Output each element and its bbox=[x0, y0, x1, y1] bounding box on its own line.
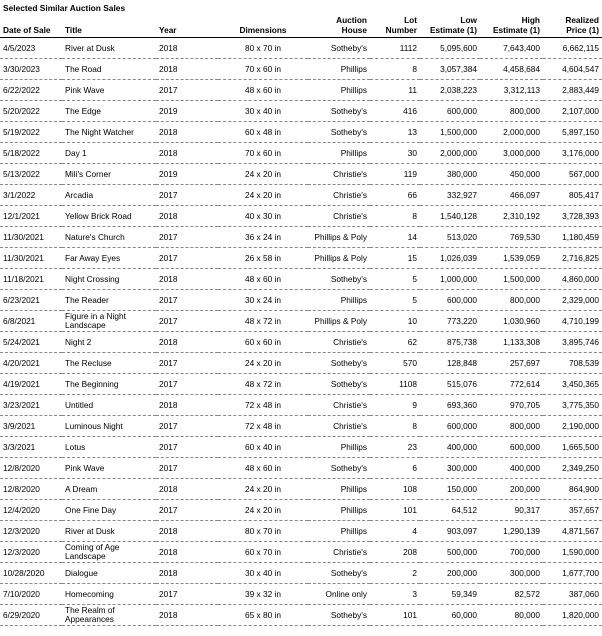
high-estimate-cell: 800,000 bbox=[480, 416, 543, 437]
sale-date-cell: 5/13/2022 bbox=[0, 164, 62, 185]
header-realized-price: Realized Price (1) bbox=[543, 13, 602, 38]
high-estimate-cell: 1,500,000 bbox=[480, 269, 543, 290]
table-header-row bbox=[0, 13, 602, 38]
high-estimate-cell: 600,000 bbox=[480, 437, 543, 458]
dimensions-cell: 48 x 60 in bbox=[218, 458, 308, 479]
auction-house-cell: Phillips & Poly bbox=[308, 248, 370, 269]
dimensions-cell: 65 x 80 in bbox=[218, 605, 308, 626]
artwork-title-cell: Night 2 bbox=[62, 332, 156, 353]
artwork-title-cell: The Recluse bbox=[62, 353, 156, 374]
auction-house-cell: Sotheby's bbox=[308, 458, 370, 479]
table-row bbox=[0, 605, 602, 626]
year-cell: 2019 bbox=[156, 101, 218, 122]
artwork-title-cell: Untitled bbox=[62, 395, 156, 416]
low-estimate-cell: 1,500,000 bbox=[420, 122, 480, 143]
low-estimate-cell: 3,057,384 bbox=[420, 59, 480, 80]
table-row bbox=[0, 101, 602, 122]
document-title: Selected Similar Auction Sales bbox=[3, 3, 126, 13]
dimensions-cell: 30 x 40 in bbox=[218, 101, 308, 122]
sale-date-cell: 12/3/2020 bbox=[0, 521, 62, 542]
sale-date-cell: 3/30/2023 bbox=[0, 59, 62, 80]
lot-number-cell: 9 bbox=[370, 395, 420, 416]
year-cell: 2017 bbox=[156, 353, 218, 374]
low-estimate-cell: 380,000 bbox=[420, 164, 480, 185]
high-estimate-cell: 400,000 bbox=[480, 458, 543, 479]
auction-house-cell: Phillips bbox=[308, 437, 370, 458]
auction-house-cell: Phillips & Poly bbox=[308, 227, 370, 248]
sale-date-cell: 11/30/2021 bbox=[0, 248, 62, 269]
realized-price-cell: 4,710,199 bbox=[543, 311, 602, 332]
auction-house-cell: Christie's bbox=[308, 164, 370, 185]
low-estimate-cell: 1,026,039 bbox=[420, 248, 480, 269]
sale-date-cell: 12/8/2020 bbox=[0, 479, 62, 500]
sale-date-cell: 5/24/2021 bbox=[0, 332, 62, 353]
low-estimate-cell: 1,540,128 bbox=[420, 206, 480, 227]
dimensions-cell: 60 x 60 in bbox=[218, 332, 308, 353]
lot-number-cell: 10 bbox=[370, 311, 420, 332]
realized-price-cell: 708,539 bbox=[543, 353, 602, 374]
artwork-title-cell: Arcadia bbox=[62, 185, 156, 206]
low-estimate-cell: 59,349 bbox=[420, 584, 480, 605]
auction-house-cell: Phillips bbox=[308, 143, 370, 164]
artwork-title-cell: The Reader bbox=[62, 290, 156, 311]
header-year: Year bbox=[156, 13, 218, 38]
auction-house-cell: Phillips bbox=[308, 521, 370, 542]
low-estimate-cell: 500,000 bbox=[420, 542, 480, 563]
lot-number-cell: 101 bbox=[370, 605, 420, 626]
dimensions-cell: 24 x 20 in bbox=[218, 479, 308, 500]
dimensions-cell: 60 x 48 in bbox=[218, 122, 308, 143]
artwork-title-cell: Day 1 bbox=[62, 143, 156, 164]
dimensions-cell: 72 x 48 in bbox=[218, 395, 308, 416]
year-cell: 2018 bbox=[156, 479, 218, 500]
artwork-title-cell: Yellow Brick Road bbox=[62, 206, 156, 227]
dimensions-cell: 24 x 20 in bbox=[218, 185, 308, 206]
table-row bbox=[0, 584, 602, 605]
dimensions-cell: 24 x 20 in bbox=[218, 164, 308, 185]
dimensions-cell: 60 x 40 in bbox=[218, 437, 308, 458]
dimensions-cell: 48 x 60 in bbox=[218, 269, 308, 290]
high-estimate-cell: 800,000 bbox=[480, 101, 543, 122]
sale-date-cell: 3/23/2021 bbox=[0, 395, 62, 416]
table-row bbox=[0, 164, 602, 185]
realized-price-cell: 4,871,567 bbox=[543, 521, 602, 542]
table-row bbox=[0, 542, 602, 563]
dimensions-cell: 36 x 24 in bbox=[218, 227, 308, 248]
sale-date-cell: 5/19/2022 bbox=[0, 122, 62, 143]
table-row bbox=[0, 479, 602, 500]
low-estimate-cell: 300,000 bbox=[420, 458, 480, 479]
artwork-title-cell: Night Crossing bbox=[62, 269, 156, 290]
table-row bbox=[0, 563, 602, 584]
lot-number-cell: 5 bbox=[370, 290, 420, 311]
year-cell: 2017 bbox=[156, 437, 218, 458]
sale-date-cell: 6/29/2020 bbox=[0, 605, 62, 626]
low-estimate-cell: 773,220 bbox=[420, 311, 480, 332]
table-row bbox=[0, 500, 602, 521]
year-cell: 2017 bbox=[156, 290, 218, 311]
year-cell: 2017 bbox=[156, 227, 218, 248]
dimensions-cell: 80 x 70 in bbox=[218, 521, 308, 542]
auction-house-cell: Phillips & Poly bbox=[308, 311, 370, 332]
lot-number-cell: 6 bbox=[370, 458, 420, 479]
year-cell: 2017 bbox=[156, 311, 218, 332]
high-estimate-cell: 1,539,059 bbox=[480, 248, 543, 269]
high-estimate-cell: 1,290,139 bbox=[480, 521, 543, 542]
dimensions-cell: 70 x 60 in bbox=[218, 59, 308, 80]
realized-price-cell: 864,900 bbox=[543, 479, 602, 500]
lot-number-cell: 13 bbox=[370, 122, 420, 143]
table-row bbox=[0, 437, 602, 458]
dimensions-cell: 72 x 48 in bbox=[218, 416, 308, 437]
year-cell: 2018 bbox=[156, 59, 218, 80]
sale-date-cell: 6/23/2021 bbox=[0, 290, 62, 311]
auction-house-cell: Christie's bbox=[308, 395, 370, 416]
low-estimate-cell: 2,000,000 bbox=[420, 143, 480, 164]
high-estimate-cell: 90,317 bbox=[480, 500, 543, 521]
dimensions-cell: 48 x 60 in bbox=[218, 80, 308, 101]
high-estimate-cell: 1,133,308 bbox=[480, 332, 543, 353]
header-low-estimate: Low Estimate (1) bbox=[420, 13, 480, 38]
lot-number-cell: 5 bbox=[370, 269, 420, 290]
artwork-title-cell: Pink Wave bbox=[62, 458, 156, 479]
artwork-title-cell: One Fine Day bbox=[62, 500, 156, 521]
lot-number-cell: 4 bbox=[370, 521, 420, 542]
year-cell: 2017 bbox=[156, 584, 218, 605]
artwork-title-cell: The Beginning bbox=[62, 374, 156, 395]
auction-house-cell: Sotheby's bbox=[308, 605, 370, 626]
dimensions-cell: 30 x 24 in bbox=[218, 290, 308, 311]
realized-price-cell: 567,000 bbox=[543, 164, 602, 185]
dimensions-cell: 80 x 70 in bbox=[218, 38, 308, 59]
sale-date-cell: 4/19/2021 bbox=[0, 374, 62, 395]
high-estimate-cell: 466,097 bbox=[480, 185, 543, 206]
artwork-title-cell: Mili's Corner bbox=[62, 164, 156, 185]
table-row bbox=[0, 38, 602, 59]
auction-house-cell: Christie's bbox=[308, 542, 370, 563]
table-row bbox=[0, 290, 602, 311]
year-cell: 2018 bbox=[156, 605, 218, 626]
table-row bbox=[0, 416, 602, 437]
artwork-title-cell: Nature's Church bbox=[62, 227, 156, 248]
realized-price-cell: 1,665,500 bbox=[543, 437, 602, 458]
high-estimate-cell: 450,000 bbox=[480, 164, 543, 185]
dimensions-cell: 39 x 32 in bbox=[218, 584, 308, 605]
sale-date-cell: 7/10/2020 bbox=[0, 584, 62, 605]
table-row bbox=[0, 248, 602, 269]
sale-date-cell: 6/22/2022 bbox=[0, 80, 62, 101]
high-estimate-cell: 82,572 bbox=[480, 584, 543, 605]
year-cell: 2018 bbox=[156, 206, 218, 227]
low-estimate-cell: 150,000 bbox=[420, 479, 480, 500]
table-row bbox=[0, 59, 602, 80]
lot-number-cell: 108 bbox=[370, 479, 420, 500]
auction-house-cell: Phillips bbox=[308, 479, 370, 500]
realized-price-cell: 4,860,000 bbox=[543, 269, 602, 290]
auction-house-cell: Phillips bbox=[308, 59, 370, 80]
dimensions-cell: 26 x 58 in bbox=[218, 248, 308, 269]
table-row bbox=[0, 353, 602, 374]
auction-house-cell: Christie's bbox=[308, 185, 370, 206]
low-estimate-cell: 64,512 bbox=[420, 500, 480, 521]
year-cell: 2017 bbox=[156, 374, 218, 395]
table-row bbox=[0, 122, 602, 143]
table-row bbox=[0, 143, 602, 164]
table-row bbox=[0, 458, 602, 479]
low-estimate-cell: 1,000,000 bbox=[420, 269, 480, 290]
header-high-estimate: High Estimate (1) bbox=[480, 13, 543, 38]
lot-number-cell: 1108 bbox=[370, 374, 420, 395]
realized-price-cell: 3,895,746 bbox=[543, 332, 602, 353]
low-estimate-cell: 128,848 bbox=[420, 353, 480, 374]
low-estimate-cell: 60,000 bbox=[420, 605, 480, 626]
realized-price-cell: 2,107,000 bbox=[543, 101, 602, 122]
dimensions-cell: 40 x 30 in bbox=[218, 206, 308, 227]
high-estimate-cell: 970,705 bbox=[480, 395, 543, 416]
sale-date-cell: 11/30/2021 bbox=[0, 227, 62, 248]
lot-number-cell: 2 bbox=[370, 563, 420, 584]
realized-price-cell: 6,662,115 bbox=[543, 38, 602, 59]
sale-date-cell: 4/20/2021 bbox=[0, 353, 62, 374]
artwork-title-cell: Dialogue bbox=[62, 563, 156, 584]
high-estimate-cell: 2,000,000 bbox=[480, 122, 543, 143]
auction-house-cell: Phillips bbox=[308, 80, 370, 101]
year-cell: 2017 bbox=[156, 185, 218, 206]
auction-house-cell: Sotheby's bbox=[308, 122, 370, 143]
artwork-title-cell: The Realm of Appearances bbox=[62, 605, 156, 626]
sale-date-cell: 12/1/2021 bbox=[0, 206, 62, 227]
auction-sales-table bbox=[0, 13, 602, 626]
auction-house-cell: Phillips bbox=[308, 290, 370, 311]
high-estimate-cell: 257,697 bbox=[480, 353, 543, 374]
artwork-title-cell: Far Away Eyes bbox=[62, 248, 156, 269]
year-cell: 2018 bbox=[156, 542, 218, 563]
auction-house-cell: Christie's bbox=[308, 416, 370, 437]
sale-date-cell: 12/8/2020 bbox=[0, 458, 62, 479]
high-estimate-cell: 80,000 bbox=[480, 605, 543, 626]
table-row bbox=[0, 206, 602, 227]
auction-house-cell: Phillips bbox=[308, 500, 370, 521]
header-title: Title bbox=[62, 13, 156, 38]
low-estimate-cell: 515,076 bbox=[420, 374, 480, 395]
artwork-title-cell: Figure in a Night Landscape bbox=[62, 311, 156, 332]
auction-house-cell: Christie's bbox=[308, 332, 370, 353]
realized-price-cell: 2,883,449 bbox=[543, 80, 602, 101]
realized-price-cell: 3,728,393 bbox=[543, 206, 602, 227]
sale-date-cell: 5/20/2022 bbox=[0, 101, 62, 122]
year-cell: 2018 bbox=[156, 521, 218, 542]
artwork-title-cell: Coming of Age Landscape bbox=[62, 542, 156, 563]
realized-price-cell: 387,060 bbox=[543, 584, 602, 605]
realized-price-cell: 1,820,000 bbox=[543, 605, 602, 626]
high-estimate-cell: 772,614 bbox=[480, 374, 543, 395]
auction-house-cell: Online only bbox=[308, 584, 370, 605]
lot-number-cell: 62 bbox=[370, 332, 420, 353]
auction-house-cell: Sotheby's bbox=[308, 269, 370, 290]
low-estimate-cell: 600,000 bbox=[420, 101, 480, 122]
realized-price-cell: 5,897,150 bbox=[543, 122, 602, 143]
table-row bbox=[0, 374, 602, 395]
lot-number-cell: 101 bbox=[370, 500, 420, 521]
low-estimate-cell: 200,000 bbox=[420, 563, 480, 584]
dimensions-cell: 48 x 72 in bbox=[218, 374, 308, 395]
low-estimate-cell: 600,000 bbox=[420, 416, 480, 437]
header-auction-house: Auction House bbox=[308, 13, 370, 38]
realized-price-cell: 3,775,350 bbox=[543, 395, 602, 416]
high-estimate-cell: 2,310,192 bbox=[480, 206, 543, 227]
realized-price-cell: 4,604,547 bbox=[543, 59, 602, 80]
year-cell: 2018 bbox=[156, 38, 218, 59]
high-estimate-cell: 769,530 bbox=[480, 227, 543, 248]
low-estimate-cell: 332,927 bbox=[420, 185, 480, 206]
table-row bbox=[0, 227, 602, 248]
dimensions-cell: 24 x 20 in bbox=[218, 500, 308, 521]
year-cell: 2017 bbox=[156, 80, 218, 101]
high-estimate-cell: 800,000 bbox=[480, 290, 543, 311]
table-row bbox=[0, 395, 602, 416]
low-estimate-cell: 903,097 bbox=[420, 521, 480, 542]
table-row bbox=[0, 332, 602, 353]
artwork-title-cell: Pink Wave bbox=[62, 80, 156, 101]
lot-number-cell: 1112 bbox=[370, 38, 420, 59]
realized-price-cell: 357,657 bbox=[543, 500, 602, 521]
artwork-title-cell: The Night Watcher bbox=[62, 122, 156, 143]
dimensions-cell: 24 x 20 in bbox=[218, 353, 308, 374]
lot-number-cell: 23 bbox=[370, 437, 420, 458]
table-row bbox=[0, 521, 602, 542]
sale-date-cell: 11/18/2021 bbox=[0, 269, 62, 290]
lot-number-cell: 15 bbox=[370, 248, 420, 269]
lot-number-cell: 66 bbox=[370, 185, 420, 206]
auction-house-cell: Sotheby's bbox=[308, 38, 370, 59]
sale-date-cell: 10/28/2020 bbox=[0, 563, 62, 584]
low-estimate-cell: 875,738 bbox=[420, 332, 480, 353]
high-estimate-cell: 700,000 bbox=[480, 542, 543, 563]
lot-number-cell: 208 bbox=[370, 542, 420, 563]
realized-price-cell: 3,176,000 bbox=[543, 143, 602, 164]
artwork-title-cell: Lotus bbox=[62, 437, 156, 458]
high-estimate-cell: 4,458,684 bbox=[480, 59, 543, 80]
dimensions-cell: 60 x 70 in bbox=[218, 542, 308, 563]
year-cell: 2018 bbox=[156, 395, 218, 416]
table-row bbox=[0, 80, 602, 101]
auction-house-cell: Christie's bbox=[308, 206, 370, 227]
realized-price-cell: 2,190,000 bbox=[543, 416, 602, 437]
realized-price-cell: 2,349,250 bbox=[543, 458, 602, 479]
dimensions-cell: 70 x 60 in bbox=[218, 143, 308, 164]
lot-number-cell: 8 bbox=[370, 206, 420, 227]
dimensions-cell: 30 x 40 in bbox=[218, 563, 308, 584]
table-row bbox=[0, 311, 602, 332]
lot-number-cell: 416 bbox=[370, 101, 420, 122]
lot-number-cell: 8 bbox=[370, 59, 420, 80]
lot-number-cell: 119 bbox=[370, 164, 420, 185]
auction-house-cell: Sotheby's bbox=[308, 353, 370, 374]
sale-date-cell: 3/3/2021 bbox=[0, 437, 62, 458]
artwork-title-cell: The Edge bbox=[62, 101, 156, 122]
realized-price-cell: 2,716,825 bbox=[543, 248, 602, 269]
year-cell: 2018 bbox=[156, 332, 218, 353]
year-cell: 2018 bbox=[156, 143, 218, 164]
year-cell: 2017 bbox=[156, 416, 218, 437]
lot-number-cell: 570 bbox=[370, 353, 420, 374]
sale-date-cell: 12/4/2020 bbox=[0, 500, 62, 521]
year-cell: 2018 bbox=[156, 122, 218, 143]
sale-date-cell: 3/9/2021 bbox=[0, 416, 62, 437]
high-estimate-cell: 7,643,400 bbox=[480, 38, 543, 59]
lot-number-cell: 14 bbox=[370, 227, 420, 248]
sale-date-cell: 4/5/2023 bbox=[0, 38, 62, 59]
artwork-title-cell: Luminous Night bbox=[62, 416, 156, 437]
sale-date-cell: 12/3/2020 bbox=[0, 542, 62, 563]
realized-price-cell: 3,450,365 bbox=[543, 374, 602, 395]
year-cell: 2017 bbox=[156, 458, 218, 479]
year-cell: 2017 bbox=[156, 500, 218, 521]
high-estimate-cell: 300,000 bbox=[480, 563, 543, 584]
low-estimate-cell: 5,095,600 bbox=[420, 38, 480, 59]
realized-price-cell: 2,329,000 bbox=[543, 290, 602, 311]
high-estimate-cell: 1,030,960 bbox=[480, 311, 543, 332]
realized-price-cell: 1,677,700 bbox=[543, 563, 602, 584]
high-estimate-cell: 3,312,113 bbox=[480, 80, 543, 101]
artwork-title-cell: Homecoming bbox=[62, 584, 156, 605]
artwork-title-cell: River at Dusk bbox=[62, 38, 156, 59]
low-estimate-cell: 600,000 bbox=[420, 290, 480, 311]
lot-number-cell: 8 bbox=[370, 416, 420, 437]
artwork-title-cell: A Dream bbox=[62, 479, 156, 500]
table-row bbox=[0, 185, 602, 206]
high-estimate-cell: 3,000,000 bbox=[480, 143, 543, 164]
high-estimate-cell: 200,000 bbox=[480, 479, 543, 500]
header-dimensions: Dimensions bbox=[218, 13, 308, 38]
low-estimate-cell: 513,020 bbox=[420, 227, 480, 248]
sale-date-cell: 3/1/2022 bbox=[0, 185, 62, 206]
year-cell: 2019 bbox=[156, 164, 218, 185]
auction-house-cell: Sotheby's bbox=[308, 563, 370, 584]
table-body bbox=[0, 38, 602, 626]
header-lot-number: Lot Number bbox=[370, 13, 420, 38]
realized-price-cell: 1,180,459 bbox=[543, 227, 602, 248]
artwork-title-cell: The Road bbox=[62, 59, 156, 80]
low-estimate-cell: 693,360 bbox=[420, 395, 480, 416]
lot-number-cell: 11 bbox=[370, 80, 420, 101]
header-date: Date of Sale bbox=[0, 13, 62, 38]
sale-date-cell: 6/8/2021 bbox=[0, 311, 62, 332]
artwork-title-cell: River at Dusk bbox=[62, 521, 156, 542]
dimensions-cell: 48 x 72 in bbox=[218, 311, 308, 332]
table-row bbox=[0, 269, 602, 290]
low-estimate-cell: 400,000 bbox=[420, 437, 480, 458]
year-cell: 2018 bbox=[156, 563, 218, 584]
lot-number-cell: 30 bbox=[370, 143, 420, 164]
realized-price-cell: 805,417 bbox=[543, 185, 602, 206]
realized-price-cell: 1,590,000 bbox=[543, 542, 602, 563]
low-estimate-cell: 2,038,223 bbox=[420, 80, 480, 101]
sale-date-cell: 5/18/2022 bbox=[0, 143, 62, 164]
year-cell: 2017 bbox=[156, 248, 218, 269]
auction-house-cell: Sotheby's bbox=[308, 374, 370, 395]
lot-number-cell: 3 bbox=[370, 584, 420, 605]
year-cell: 2018 bbox=[156, 269, 218, 290]
auction-house-cell: Sotheby's bbox=[308, 101, 370, 122]
